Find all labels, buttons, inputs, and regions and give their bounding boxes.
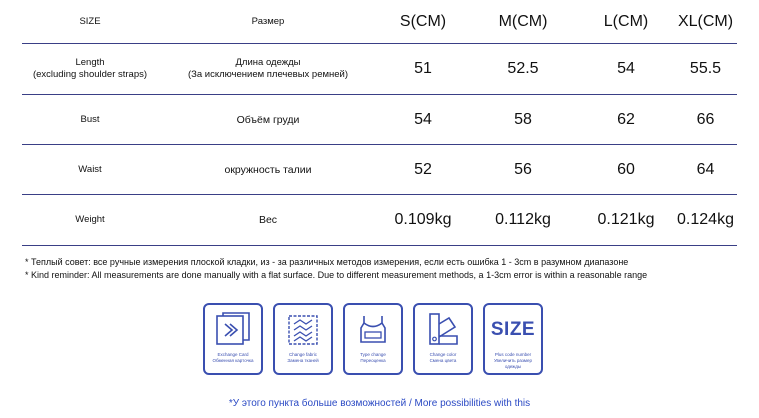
size-icon: SIZE bbox=[490, 319, 536, 340]
row-label: Weight bbox=[75, 214, 105, 225]
icon-caption-en: Change color bbox=[429, 352, 457, 357]
header-size: SIZE bbox=[79, 15, 101, 27]
cell-l: 0.121kg bbox=[597, 211, 655, 228]
cell-s: 54 bbox=[414, 110, 432, 128]
cell-s: 52 bbox=[414, 160, 432, 178]
icon-caption-ru: Переоценка bbox=[360, 358, 386, 363]
cell-l: 54 bbox=[617, 60, 635, 77]
cell-l: 60 bbox=[617, 160, 635, 178]
exchange-card-icon bbox=[213, 310, 253, 348]
header-xl: XL(CM) bbox=[677, 12, 734, 30]
table-row-length bbox=[22, 44, 737, 95]
change-color-icon bbox=[423, 310, 463, 348]
row-label-ru bbox=[158, 57, 378, 81]
icon-caption-ru: Обменная карточка bbox=[212, 358, 254, 363]
size-tile bbox=[483, 303, 543, 375]
header-m: M(CM) bbox=[498, 12, 548, 30]
row-label: Waist bbox=[78, 163, 102, 175]
row-label bbox=[22, 57, 158, 81]
cell-m: 52.5 bbox=[507, 60, 539, 77]
header-size-ru: Размер bbox=[251, 15, 285, 27]
icon-caption-ru: Смена цвета bbox=[429, 358, 457, 363]
cell-s: 0.109kg bbox=[394, 211, 452, 228]
customization-icons bbox=[203, 303, 543, 383]
cell-l: 62 bbox=[617, 110, 635, 128]
icon-caption-ru: Увеличить размер bbox=[493, 358, 533, 363]
table-row-waist bbox=[22, 145, 737, 195]
size-chart-table bbox=[22, 0, 737, 246]
row-label-ru: окружность талии bbox=[224, 163, 312, 176]
row-label: Bust bbox=[80, 113, 100, 125]
cell-s: 51 bbox=[414, 60, 432, 77]
cell-xl: 55.5 bbox=[689, 60, 722, 77]
icon-caption-en: Plus code number bbox=[494, 352, 532, 357]
cell-xl: 64 bbox=[696, 160, 715, 178]
row-label-ru-line1: Длина одежды bbox=[235, 57, 301, 68]
cell-xl: 0.124kg bbox=[677, 211, 734, 228]
measurement-notes bbox=[25, 256, 745, 282]
note-ru: * Теплый совет: все ручные измерения плоской кладки, из - за различных методов измерения, если есть ошибка 1 - 3cm в разумном диапазоне bbox=[25, 257, 629, 267]
change-color-tile bbox=[413, 303, 473, 375]
change-fabric-tile bbox=[273, 303, 333, 375]
cell-m: 56 bbox=[514, 160, 532, 178]
footer-note: *У этого пункта больше возможностей / More possibilities with this bbox=[228, 398, 531, 409]
type-change-tile bbox=[343, 303, 403, 375]
table-row-bust bbox=[22, 95, 737, 145]
row-label-line2: (excluding shoulder straps) bbox=[32, 69, 148, 80]
cell-m: 0.112kg bbox=[495, 211, 551, 228]
header-l: L(CM) bbox=[603, 12, 649, 30]
change-fabric-icon bbox=[283, 310, 323, 348]
header-s: S(CM) bbox=[399, 12, 447, 30]
icon-caption-en: Change fabric bbox=[288, 352, 318, 357]
cell-m: 58 bbox=[514, 110, 532, 128]
row-label-ru: Объём груди bbox=[236, 113, 300, 126]
table-row-weight bbox=[22, 195, 737, 246]
type-change-icon bbox=[353, 310, 393, 348]
exchange-card-tile bbox=[203, 303, 263, 375]
row-label-ru-line2: (За исключением плечевых ремней) bbox=[187, 69, 349, 80]
icon-caption-en: Exchange Card bbox=[217, 352, 249, 357]
cell-xl: 66 bbox=[696, 110, 715, 128]
icon-caption-ru-2: одежды bbox=[504, 364, 522, 369]
icon-caption-en: Type change bbox=[360, 352, 386, 357]
icon-caption-ru: Замена тканей bbox=[287, 358, 319, 363]
table-header-row bbox=[22, 0, 737, 44]
row-label-line1: Length bbox=[75, 57, 105, 68]
note-en: * Kind reminder: All measurements are done manually with a flat surface. Due to different measurement methods, a 1-3cm error is within a reasonable range bbox=[25, 270, 648, 280]
row-label-ru: Вес bbox=[258, 214, 278, 226]
